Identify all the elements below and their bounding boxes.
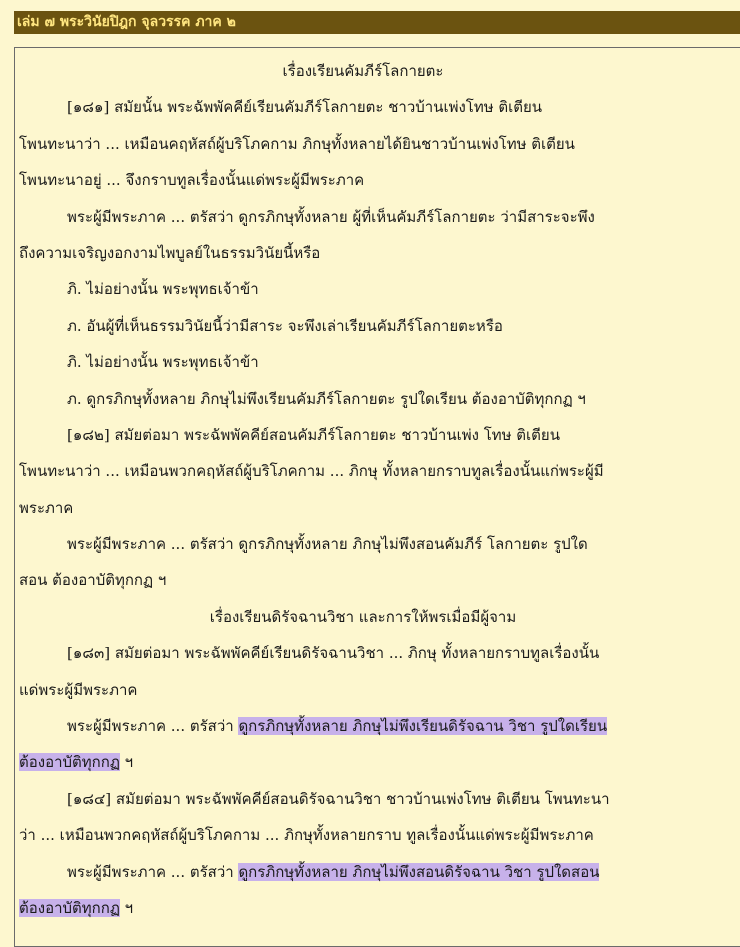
line-text: โพนทะนาว่า ... เหมือนคฤหัสถ์ผู้บริโภคกาม ภิกษุทั้งหลายได้ยินชาวบ้านเพ่งโทษ ติเตียน bbox=[19, 134, 575, 153]
scripture-text bbox=[19, 58, 740, 931]
line-text: โพนทะนาอยู่ ... จึงกราบทูลเรื่องนั้นแด่พระผู้มีพระภาค bbox=[19, 171, 365, 190]
line-text: ภ. อันผู้ที่เห็นธรรมวินัยนี้ว่ามีสาระ จะพึงเล่าเรียนคัมภีร์โลกายตะหรือ bbox=[67, 316, 503, 335]
line-text: พระภาค bbox=[19, 498, 74, 517]
text-line bbox=[19, 640, 740, 676]
text-line bbox=[19, 240, 740, 276]
line-text: พระผู้มีพระภาค ... ตรัสว่า bbox=[67, 717, 239, 736]
text-line bbox=[19, 313, 740, 349]
highlighted-text: ดูกรภิกษุทั้งหลาย ภิกษุไม่พึงสอนดิรัจฉาน วิชา รูปใดสอน bbox=[238, 862, 600, 881]
text-line bbox=[19, 749, 740, 785]
line-text: ภิ. ไม่อย่างนั้น พระพุทธเจ้าข้า bbox=[67, 353, 259, 372]
text-line bbox=[19, 895, 740, 931]
text-line bbox=[19, 822, 740, 858]
line-text: [๑๘๑] สมัยนั้น พระฉัพพัคคีย์เรียนคัมภีร์โลกายตะ ชาวบ้านเพ่งโทษ ติเตียน bbox=[67, 98, 543, 117]
scripture-text-panel bbox=[14, 47, 740, 947]
line-text: [๑๘๓] สมัยต่อมา พระฉัพพัคคีย์เรียนดิรัจฉานวิชา ... ภิกษุ ทั้งหลายกราบทูลเรื่องนั้น bbox=[67, 644, 600, 663]
line-text: เรื่องเรียนคัมภีร์โลกายตะ bbox=[282, 62, 444, 80]
line-text: เรื่องเรียนดิรัจฉานวิชา และการให้พรเมื่อมีผู้จาม bbox=[209, 607, 517, 626]
section-heading bbox=[19, 58, 707, 94]
line-text: พระผู้มีพระภาค ... ตรัสว่า bbox=[67, 862, 239, 881]
highlighted-text: ต้องอาบัติทุกกฏ bbox=[19, 898, 120, 917]
line-text: แด่พระผู้มีพระภาค bbox=[19, 680, 138, 699]
text-line bbox=[19, 204, 740, 240]
text-line bbox=[19, 786, 740, 822]
text-line bbox=[19, 713, 740, 749]
line-text: ถึงความเจริญงอกงามไพบูลย์ในธรรมวินัยนี้หรือ bbox=[19, 243, 321, 262]
line-text: [๑๘๔] สมัยต่อมา พระฉัพพัคคีย์สอนดิรัจฉานวิชา ชาวบ้านเพ่งโทษ ติเตียน โพนทะนา bbox=[67, 789, 610, 808]
line-text: [๑๘๒] สมัยต่อมา พระฉัพพัคคีย์สอนคัมภีร์โลกายตะ ชาวบ้านเพ่ง โทษ ติเตียน bbox=[67, 425, 560, 444]
text-line bbox=[19, 677, 740, 713]
section-heading bbox=[19, 604, 707, 640]
line-text: สอน ต้องอาบัติทุกกฏ ฯ bbox=[19, 571, 167, 590]
text-line bbox=[19, 422, 740, 458]
text-line bbox=[19, 276, 740, 312]
text-line bbox=[19, 386, 740, 422]
line-text: ภิ. ไม่อย่างนั้น พระพุทธเจ้าข้า bbox=[67, 280, 259, 299]
line-text: พระผู้มีพระภาค ... ตรัสว่า ดูกรภิกษุทั้งหลาย ภิกษุไม่พึงสอนคัมภีร์ โลกายตะ รูปใด bbox=[67, 535, 588, 554]
line-text: ว่า ... เหมือนพวกคฤหัสถ์ผู้บริโภคกาม ... ภิกษุทั้งหลายกราบ ทูลเรื่องนั้นแด่พระผู้มีพระภาค bbox=[19, 826, 594, 845]
highlighted-text: ต้องอาบัติทุกกฏ bbox=[19, 753, 120, 772]
text-line bbox=[19, 859, 740, 895]
book-title: เล่ม ๗ พระวินัยปิฎก จุลวรรค ภาค ๒ bbox=[14, 11, 740, 34]
line-text: ภ. ดูกรภิกษุทั้งหลาย ภิกษุไม่พึงเรียนคัมภีร์โลกายตะ รูปใดเรียน ต้องอาบัติทุกกฏ ฯ bbox=[67, 389, 586, 408]
text-line bbox=[19, 349, 740, 385]
header-bar bbox=[0, 0, 740, 36]
text-line bbox=[19, 131, 740, 167]
text-line bbox=[19, 94, 740, 130]
line-text-end: ฯ bbox=[119, 753, 134, 772]
text-line bbox=[19, 167, 740, 203]
text-line bbox=[19, 495, 740, 531]
line-text-end: ฯ bbox=[119, 898, 134, 917]
text-line bbox=[19, 567, 740, 603]
text-line bbox=[19, 531, 740, 567]
line-text: โพนทะนาว่า ... เหมือนพวกคฤหัสถ์ผู้บริโภคกาม ... ภิกษุ ทั้งหลายกราบทูลเรื่องนั้นแก่พระผู้มี bbox=[19, 462, 604, 481]
highlighted-text: ดูกรภิกษุทั้งหลาย ภิกษุไม่พึงเรียนดิรัจฉาน วิชา รูปใดเรียน bbox=[238, 717, 608, 736]
line-text: พระผู้มีพระภาค ... ตรัสว่า ดูกรภิกษุทั้งหลาย ผู้ที่เห็นคัมภีร์โลกายตะ ว่ามีสาระจะพึง bbox=[67, 207, 595, 226]
text-line bbox=[19, 458, 740, 494]
